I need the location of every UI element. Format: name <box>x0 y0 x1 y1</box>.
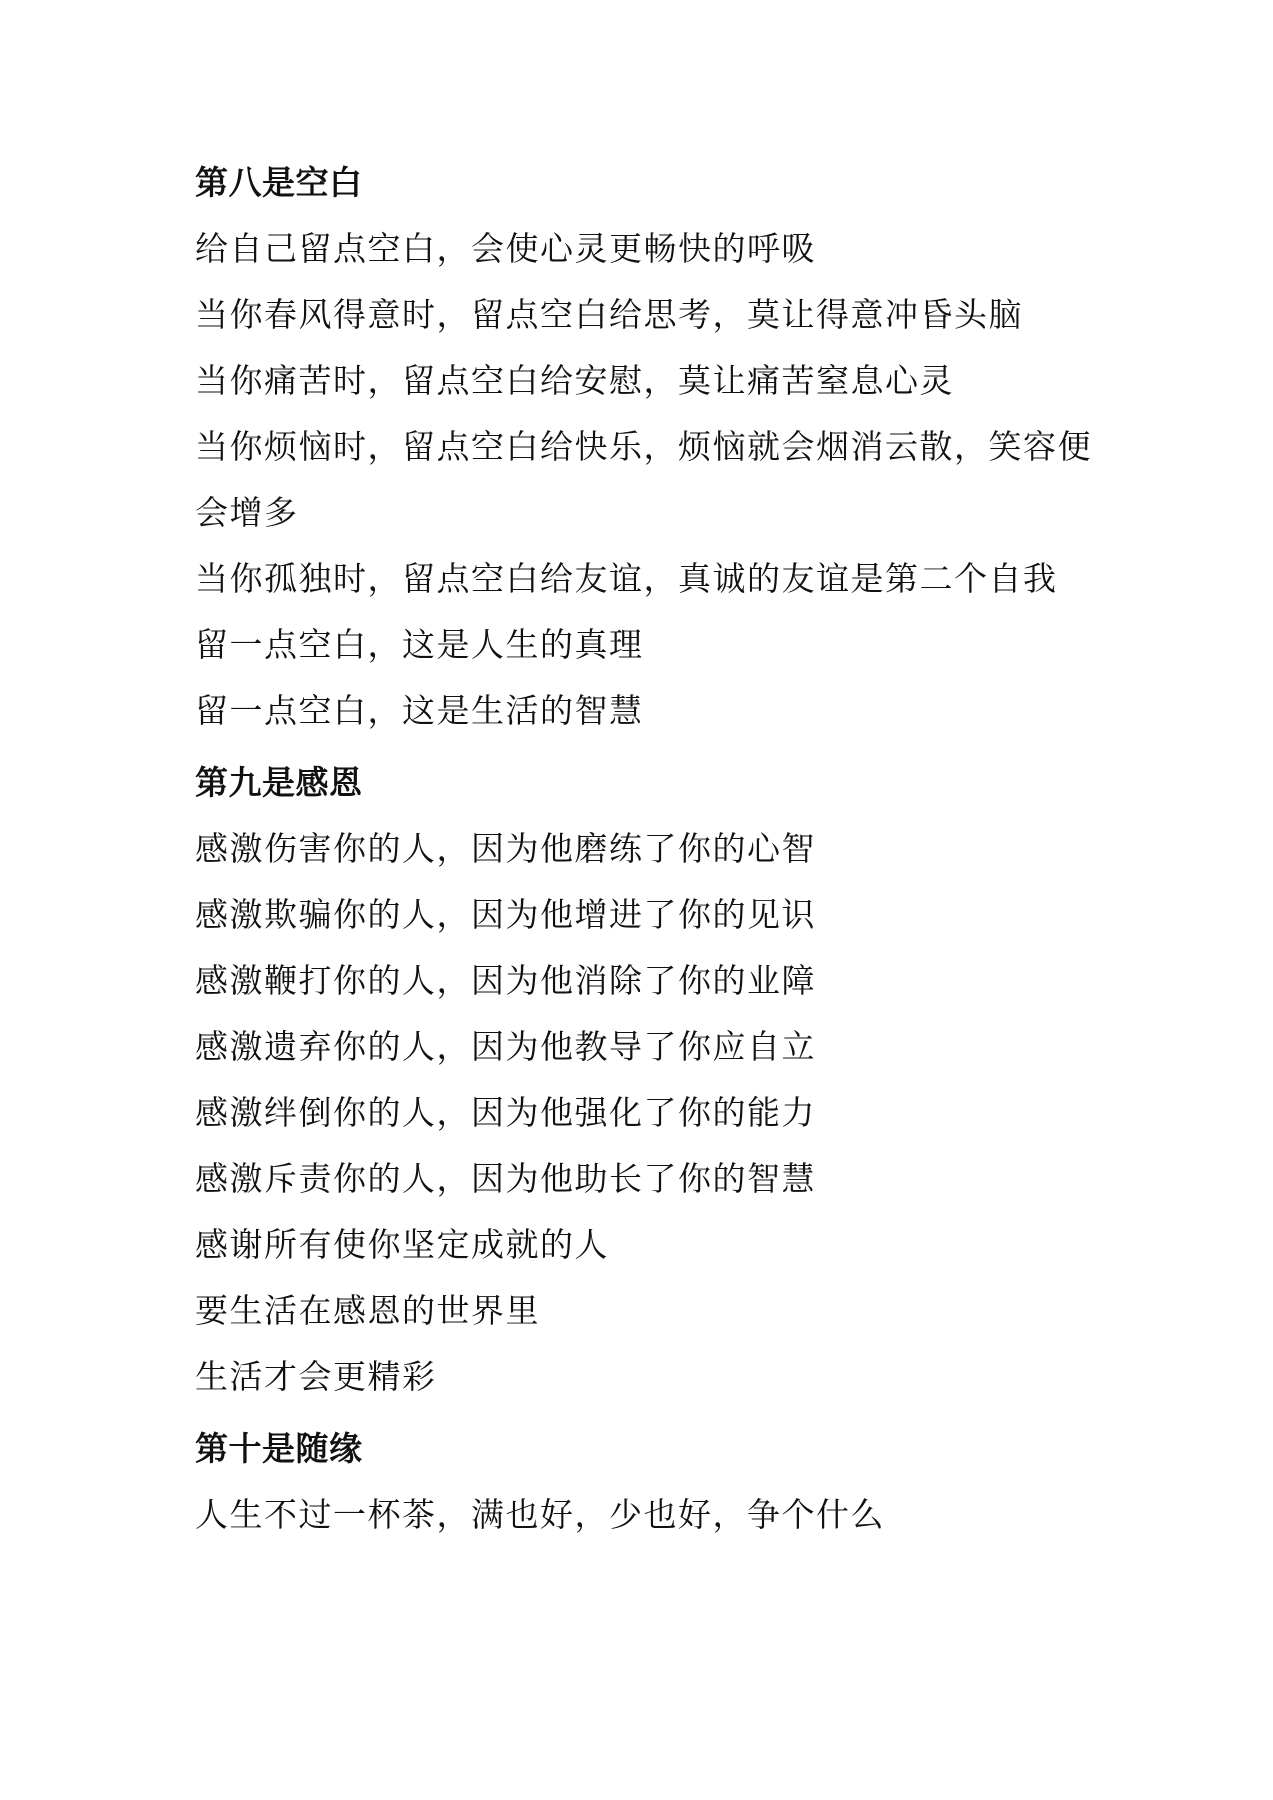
section-kongbai <box>195 163 1125 731</box>
section-heading: 第九是感恩 <box>195 763 363 802</box>
text-line: 人生不过一杯茶，满也好，少也好，争个什么 <box>195 1495 885 1534</box>
text-line: 当你痛苦时，留点空白给安慰，莫让痛苦窒息心灵 <box>195 361 954 400</box>
text-line: 留一点空白，这是生活的智慧 <box>195 691 644 730</box>
text-line: 感激斥责你的人，因为他助长了你的智慧 <box>195 1159 816 1198</box>
section-heading: 第八是空白 <box>195 163 363 202</box>
text-line: 当你春风得意时，留点空白给思考，莫让得意冲昏头脑 <box>195 295 1023 334</box>
section-suiyuan <box>195 1429 1125 1535</box>
section-heading: 第十是随缘 <box>195 1429 363 1468</box>
text-line: 生活才会更精彩 <box>195 1357 437 1396</box>
text-line: 感激伤害你的人，因为他磨练了你的心智 <box>195 829 816 868</box>
text-line: 当你孤独时，留点空白给友谊，真诚的友谊是第二个自我 <box>195 559 1058 598</box>
text-line: 感激绊倒你的人，因为他强化了你的能力 <box>195 1093 816 1132</box>
text-line: 感激遗弃你的人，因为他教导了你应自立 <box>195 1027 816 1066</box>
text-line: 感激鞭打你的人，因为他消除了你的业障 <box>195 961 816 1000</box>
text-line: 感激欺骗你的人，因为他增进了你的见识 <box>195 895 816 934</box>
text-line: 要生活在感恩的世界里 <box>195 1291 540 1330</box>
document-body <box>195 163 1125 1561</box>
section-ganen <box>195 763 1125 1397</box>
text-line: 给自己留点空白，会使心灵更畅快的呼吸 <box>195 229 816 268</box>
text-line: 会增多 <box>195 493 299 532</box>
text-line: 当你烦恼时，留点空白给快乐，烦恼就会烟消云散，笑容便 <box>195 427 1092 466</box>
text-line: 感谢所有使你坚定成就的人 <box>195 1225 609 1264</box>
text-line: 留一点空白，这是人生的真理 <box>195 625 644 664</box>
